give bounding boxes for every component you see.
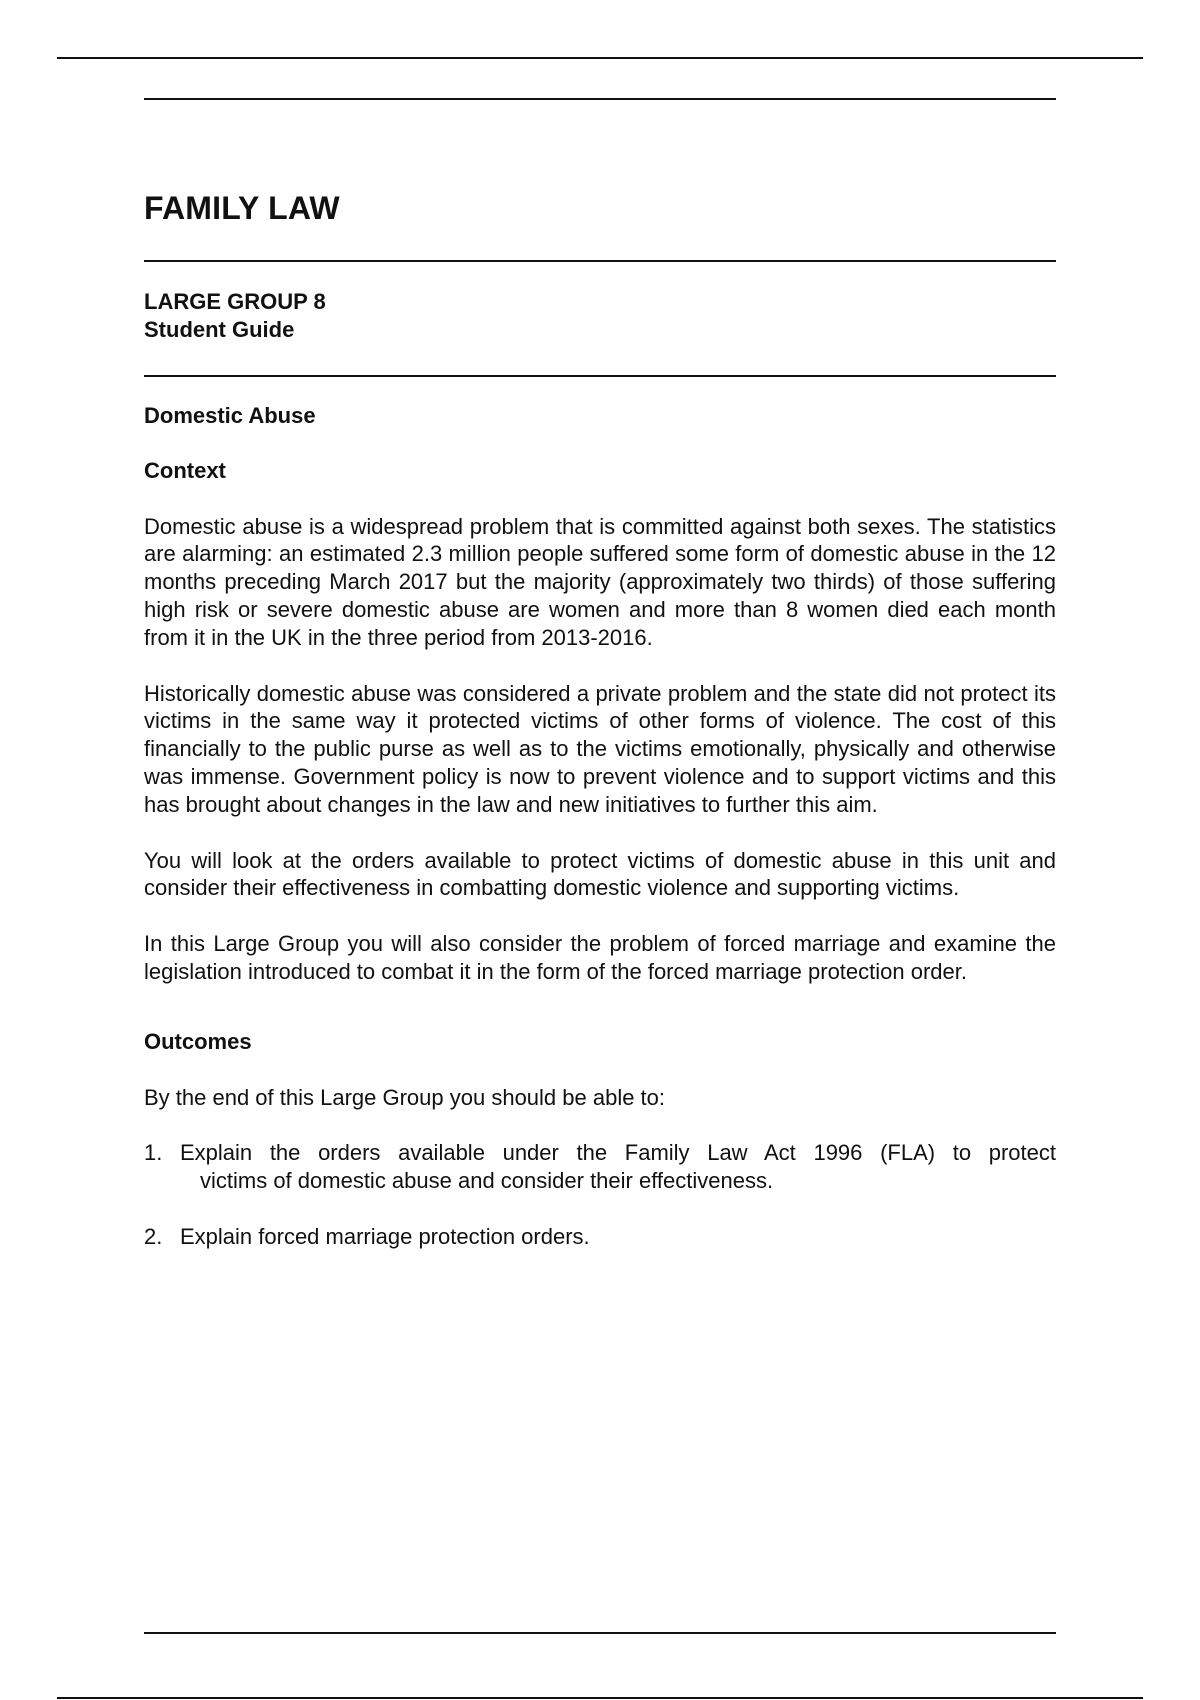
context-paragraph: Domestic abuse is a widespread problem that is committed against both sexes. The statistics are alarming: an estimated 2.3 million people suffered some form of domestic abuse in the 12 months preceding March 2017 but the majority (approximately two thirds) of those suffering high risk or severe domestic abuse are women and more than 8 women died each month from it in the UK in the three period from 2013-2016. [144, 513, 1056, 650]
outcomes-list [144, 1139, 1056, 1250]
page-bottom-border [57, 1697, 1143, 1699]
group-info [144, 288, 326, 344]
outcome-text-continued: victims of domestic abuse and consider their effectiveness. [200, 1168, 774, 1194]
group-divider [144, 375, 1056, 377]
outcome-text: Explain the orders available under the Family Law Act 1996 (FLA) to protect [180, 1140, 1056, 1166]
header-rule [144, 98, 1056, 100]
topic-heading: Domestic Abuse [144, 403, 316, 428]
title-divider [144, 260, 1056, 262]
context-paragraph: You will look at the orders available to protect victims of domestic abuse in this unit and consider their effectiveness in combatting domestic violence and supporting victims. [144, 847, 1056, 901]
outcome-item [144, 1139, 1056, 1195]
context-heading: Context [144, 457, 226, 483]
guide-label: Student Guide [144, 317, 295, 342]
context-paragraph: In this Large Group you will also consider the problem of forced marriage and examine the legislation introduced to combat it in the form of the forced marriage protection order. [144, 931, 1056, 984]
context-paragraph: Historically domestic abuse was considered a private problem and the state did not protect its victims in the same way it protected victims of other forms of violence. The cost of this financially to the public purse as well as to the victims emotionally, physically and otherwise was immense. Government policy is now to prevent violence and to support victims and this has brought about changes in the law and new initiatives to further this aim. [144, 680, 1056, 817]
outcomes-heading: Outcomes [144, 1028, 252, 1054]
group-label: LARGE GROUP 8 [144, 289, 326, 314]
outcome-number: 1. [144, 1140, 163, 1166]
document-title: FAMILY LAW [144, 190, 340, 226]
document-body [144, 402, 1056, 1279]
page-top-border [57, 57, 1143, 59]
outcome-text: Explain forced marriage protection orders. [180, 1223, 590, 1249]
footer-rule [144, 1632, 1056, 1634]
outcome-item [144, 1223, 1056, 1251]
outcome-number: 2. [144, 1223, 163, 1249]
outcomes-intro: By the end of this Large Group you should be able to: [144, 1084, 666, 1110]
